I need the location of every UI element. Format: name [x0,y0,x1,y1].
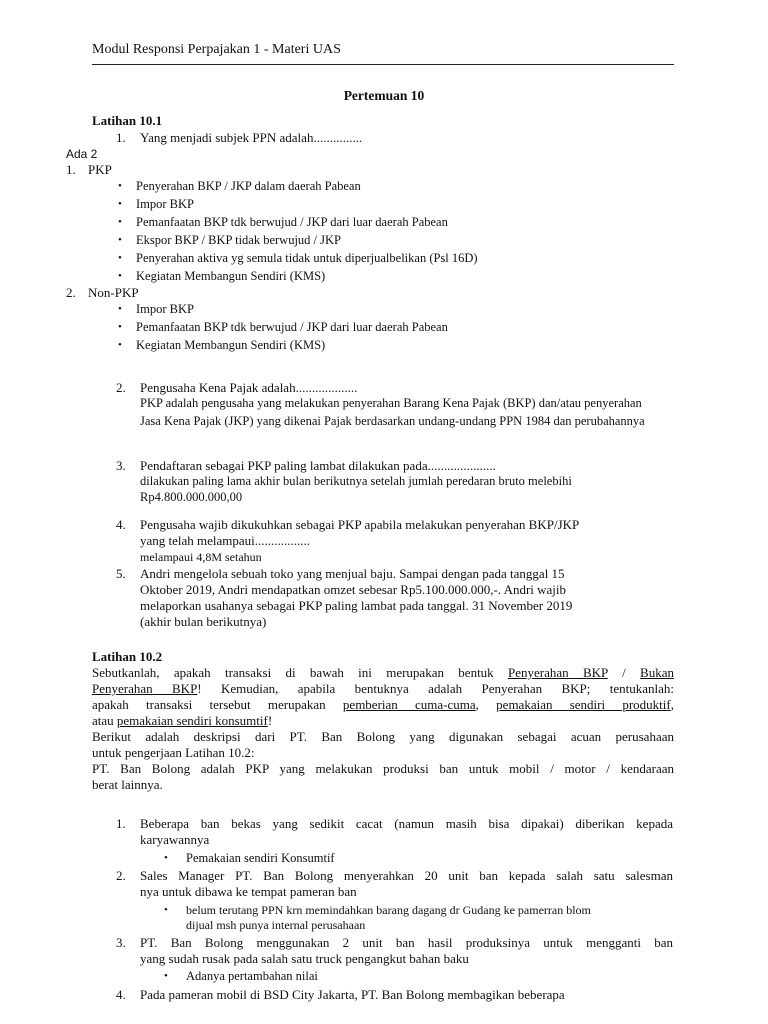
item-2-answer-line-2: dijual msh punya internal perusahaan [186,918,366,932]
bullet-icon: • [164,970,168,982]
list-item: Kegiatan Membangun Sendiri (KMS) [136,269,326,283]
list-item: Impor BKP [136,197,194,211]
instruction-text: apakah transaksi tersebut merupakan [92,697,343,712]
underlined-term-penyerahan-bkp-2: Penyerahan BKP [92,681,198,696]
q2-answer-line-1: PKP adalah pengusaha yang melakukan penyerahan Barang Kena Pajak (BKP) dan/atau penyerahan [140,396,642,410]
q2-number: 2. [116,380,126,395]
underlined-term-pemberian-cuma-cuma: pemberian cuma-cuma [342,697,476,712]
bullet-icon: • [118,321,122,333]
q5-number: 5. [116,566,126,581]
underlined-term-pemakaian-sendiri-konsumtif: pemakaian sendiri konsumtif [116,713,268,728]
item-2-text [140,868,673,900]
q2-answer-line-2: Jasa Kena Pajak (JKP) yang dikenai Pajak berdasarkan undang-undang PPN 1984 dan perubahannya [140,414,645,428]
item-3-number: 3. [116,935,126,950]
item-3-text [140,935,673,967]
nonpkp-number: 2. [66,285,76,300]
q3-answer-line-2: Rp4.800.000.000,00 [140,490,243,504]
company-line-2: berat lainnya. [92,777,163,792]
q5-line-2: Oktober 2019, Andri mendapatkan omzet sebesar Rp5.100.000.000,-. Andri wajib [140,582,567,597]
latihan-10-2-heading: Latihan 10.2 [92,649,163,664]
list-item: Pemanfaatan BKP tdk berwujud / JKP dari luar daerah Pabean [136,320,448,334]
q3-number: 3. [116,458,126,473]
q4-number: 4. [116,517,126,532]
bullet-icon: • [164,904,168,916]
page-header: Modul Responsi Perpajakan 1 - Materi UAS [92,42,341,57]
instruction-text: / [607,665,641,680]
instruction-line-1 [92,665,674,681]
item-2-line-2: nya untuk dibawa ke tempat pameran ban [140,884,357,899]
q3-answer-line-1: dilakukan paling lama akhir bulan berikutnya setelah jumlah peredaran bruto melebihi [140,474,572,488]
q4-line-1: Pengusaha wajib dikukuhkan sebagai PKP apabila melakukan penyerahan BKP/JKP [140,517,580,532]
ada-2-text: Ada 2 [66,147,98,161]
item-4-line-1: Pada pameran mobil di BSD City Jakarta, PT. Ban Bolong membagikan beberapa [140,987,565,1002]
underlined-term-penyerahan-bkp: Penyerahan BKP [508,665,608,680]
list-item: Impor BKP [136,302,194,316]
item-3-answer: Adanya pertambahan nilai [186,969,318,983]
item-1-answer: Pemakaian sendiri Konsumtif [186,851,335,865]
instruction-text: ! [267,713,273,728]
list-item: Penyerahan BKP / JKP dalam daerah Pabean [136,179,361,193]
bullet-icon: • [118,234,122,246]
bullet-icon: • [118,252,122,264]
item-4-number: 4. [116,987,126,1002]
latihan-10-1-heading: Latihan 10.1 [92,113,163,128]
item-2-answer-line-1: belum terutang PPN krn memindahkan barang dagang dr Gudang ke pamerran blom [186,903,591,917]
instruction-line-2 [92,681,674,697]
latihan-10-2-instructions [92,665,674,793]
instruction-text: , [670,697,674,712]
list-item: Ekspor BKP / BKP tidak berwujud / JKP [136,233,341,247]
item-1-number: 1. [116,816,126,831]
bullet-icon: • [118,339,122,351]
q2-text: Pengusaha Kena Pajak adalah................... [140,380,358,395]
q5-line-1: Andri mengelola sebuah toko yang menjual baju. Sampai dengan pada tanggal 15 [140,566,565,581]
item-2-line-1: Sales Manager PT. Ban Bolong menyerahkan 20 unit ban kepada salah satu salesman [140,868,673,883]
item-1-text [140,816,673,848]
nonpkp-label: Non-PKP [88,285,139,300]
item-1-line-1: Beberapa ban bekas yang sedikit cacat (namun masih bisa dipakai) diberikan kepada [140,816,673,831]
list-item: Pemanfaatan BKP tdk berwujud / JKP dari luar daerah Pabean [136,215,448,229]
list-item: Kegiatan Membangun Sendiri (KMS) [136,338,326,352]
item-2-number: 2. [116,868,126,883]
bullet-icon: • [118,303,122,315]
bullet-icon: • [164,852,168,864]
q5-line-4: (akhir bulan berikutnya) [140,614,267,629]
q5-line-3: melaporkan usahanya sebagai PKP paling lambat pada tanggal. 31 November 2019 [140,598,573,613]
instruction-line-4 [92,713,674,729]
item-3-line-1: PT. Ban Bolong menggunakan 2 unit ban hasil produksinya untuk mengganti ban [140,935,673,950]
item-3-line-2: yang sudah rusak pada salah satu truck pengangkut bahan baku [140,951,469,966]
q3-text: Pendaftaran sebagai PKP paling lambat dilakukan pada..................... [140,458,496,473]
instruction-line-3 [92,697,674,713]
description-line-2: untuk pengerjaan Latihan 10.2: [92,745,255,760]
bullet-icon: • [118,180,122,192]
instruction-text: ! Kemudian, apabila bentuknya adalah Penyerahan BKP; tentukanlah: [197,681,674,696]
company-line-1: PT. Ban Bolong adalah PKP yang melakukan produksi ban untuk mobil / motor / kendaraan [92,761,674,776]
q4-answer: melampaui 4,8M setahun [140,550,262,564]
instruction-text: Sebutkanlah, apakah transaksi di bawah ini merupakan bentuk [92,665,508,680]
q1-number: 1. [116,130,126,145]
pkp-number: 1. [66,162,76,177]
instruction-text: , [475,697,497,712]
pkp-label: PKP [88,162,112,177]
description-line-1: Berikut adalah deskripsi dari PT. Ban Bolong yang digunakan sebagai acuan perusahaan [92,729,674,744]
underlined-term-bukan: Bukan [640,665,674,680]
bullet-icon: • [118,198,122,210]
underlined-term-pemakaian-sendiri-produktif: pemakaian sendiri produktif [496,697,671,712]
page-title: Pertemuan 10 [343,88,425,103]
bullet-icon: • [118,216,122,228]
header-rule [92,64,674,65]
list-item: Penyerahan aktiva yg semula tidak untuk diperjualbelikan (Psl 16D) [136,251,478,265]
bullet-icon: • [118,270,122,282]
q4-line-2: yang telah melampaui................. [140,533,311,548]
q1-text: Yang menjadi subjek PPN adalah............... [140,130,363,145]
item-1-line-2: karyawannya [140,832,210,847]
instruction-text: atau [92,713,117,728]
